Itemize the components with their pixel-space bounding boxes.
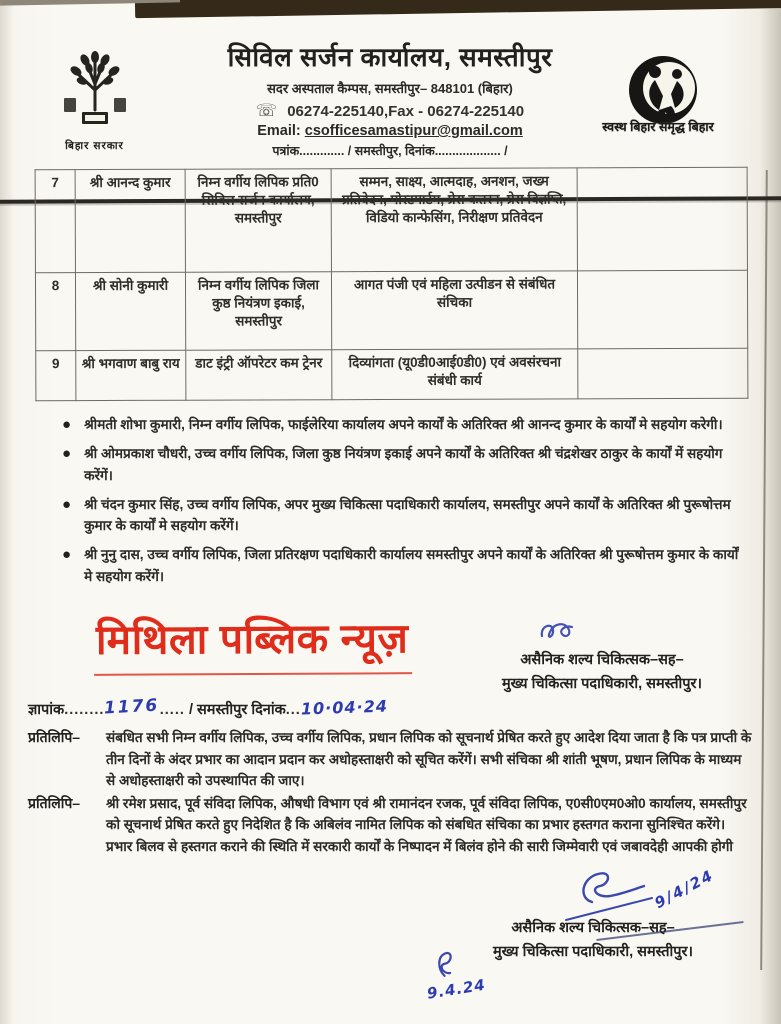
signatory-block-1	[452, 648, 752, 696]
bullet-icon: ●	[62, 416, 72, 433]
cell-serial: 8	[35, 273, 75, 351]
copy-paragraph	[28, 727, 754, 792]
cell-post: निम्न वर्गीय लिपिक जिला कुष्ठ नियंत्रण इकाई, समस्तीपुर	[185, 272, 331, 351]
note-text: श्रीमती शोभा कुमारी, निम्न वर्गीय लिपिक, फाईलेरिया कार्यालय अपने कार्यों के अतिरिक्त श्री आनन्द कुमार के कार्यों मे सहयोग करेगी।	[84, 417, 723, 432]
list-item	[62, 414, 754, 436]
cell-duty: दिव्यांगता (यू0डी0आई0डी0) एवं अवसंरचना संबंधी कार्य	[332, 349, 578, 400]
cell-serial: 9	[36, 351, 76, 401]
telephone-icon: ☏	[255, 101, 278, 120]
swasth-bihar-logo	[598, 46, 728, 147]
forwarding-copies	[28, 727, 754, 858]
cell-extra	[578, 348, 748, 399]
office-title: सिविल सर्जन कार्यालय, समस्तीपुर	[227, 42, 553, 72]
phone-line	[165, 101, 615, 121]
table-row	[35, 167, 747, 272]
letterhead	[0, 38, 781, 162]
email-label: Email:	[257, 123, 301, 139]
table-row	[35, 270, 747, 350]
memo-middle: / समस्तीपुर दिनांक	[188, 702, 286, 718]
copy-label: प्रतिलिपि–	[28, 794, 81, 811]
note-text: श्री चंदन कुमार सिंह, उच्च वर्गीय लिपिक, अपर मुख्य चिकित्सा पदाधिकारी कार्यालय, समस्तीपुर अपने कार्यों के अतिरिक्त श्री पुरूषोत्तम कुमार के कार्यों मे सहयोग करेंगें।	[84, 496, 731, 533]
cell-serial: 7	[35, 170, 75, 273]
memo-number-line	[28, 695, 389, 719]
list-item	[62, 544, 754, 587]
signature-initial-stroke	[538, 618, 592, 651]
dotted-leader: ........	[64, 702, 105, 718]
letterhead-center	[165, 38, 615, 159]
right-logo-caption: स्वस्थ बिहार समृद्ध बिहार	[602, 120, 714, 134]
scan-artifact-top	[135, 0, 781, 18]
signatory-title-line1: असैनिक शल्य चिकित्सक–सह–	[511, 920, 675, 936]
handwritten-memo-date: 10·04·24	[300, 696, 389, 719]
dotted-leader: .....	[159, 702, 185, 718]
email-address: csofficesamastipur@gmail.com	[304, 123, 523, 139]
memo-label: ज्ञापांक	[28, 702, 65, 718]
countersign-date: 9.4.24	[425, 975, 487, 1003]
list-item	[62, 443, 754, 486]
email-line	[165, 123, 615, 139]
handwritten-memo-number: 1176	[103, 695, 161, 719]
dotted-leader: ...	[285, 702, 301, 718]
copy-paragraph	[28, 793, 754, 858]
duty-assignment-table	[35, 167, 749, 401]
office-address: सदर अस्पताल कैम्पस, समस्तीपुर– 848101 (बिहार)	[267, 81, 513, 96]
cell-post: निम्न वर्गीय लिपिक प्रति0 सिविल सर्जन कार्यालय, समस्तीपुर	[185, 169, 331, 273]
signatory-title-line2: मुख्य चिकित्सा पदाधिकारी, समस्तीपुर।	[493, 944, 693, 960]
copy-label: प्रतिलिपि–	[28, 729, 81, 745]
letter-number-line: पत्रांक............. / समस्तीपुर, दिनांक................... /	[272, 144, 508, 158]
cell-post: डाट इंट्री ऑपरेटर कम ट्रेनर	[186, 350, 332, 401]
signature-date-top: 9/4/24	[651, 865, 718, 913]
cell-duty: आगत पंजी एवं महिला उत्पीडन से संबंधित संचिका	[331, 271, 577, 350]
cell-name: श्री सोनी कुमारी	[75, 272, 185, 350]
cell-extra	[577, 270, 747, 349]
bihar-government-logo	[42, 50, 147, 153]
bullet-icon: ●	[62, 546, 72, 563]
signatory-title-line2: मुख्य चिकित्सा पदाधिकारी, समस्तीपुर।	[502, 676, 702, 692]
note-text: श्री ओमप्रकाश चौधरी, उच्च वर्गीय लिपिक, जिला कुष्ठ नियंत्रण इकाई अपने कार्यों के अतिरिक्त श्री चंद्रशेखर ठाकुर के कार्यों में सहयोग करेंगें।	[84, 446, 723, 483]
bullet-icon: ●	[62, 495, 72, 513]
table-row	[36, 348, 748, 400]
cell-name: श्री आनन्द कुमार	[75, 169, 185, 272]
list-item	[62, 494, 754, 537]
copy-text: संबधित सभी निम्न वर्गीय लिपिक, उच्च वर्गीय लिपिक, प्रधान लिपिक को सूचनार्थ प्रेषित करते हुए आदेश दिया जाता है कि पत्र प्राप्ती के तीन दिनों के अंदर प्रभार का आदान प्रदान कर अधोहस्ताक्षरी को सूचित करेंगें। सभी संचिका श्री शांती भूषण, प्रधान लिपिक के माध्यम से अधोहस्ताक्षरी को उपस्थापित की जाए।	[106, 730, 752, 788]
news-channel-watermark: मिथिला पब्लिक न्यूज़	[94, 609, 413, 676]
tree-emblem-icon	[42, 50, 147, 138]
left-logo-caption: बिहार सरकार	[65, 140, 124, 152]
cell-extra	[577, 167, 747, 271]
phone-numbers: 06274-225140,Fax - 06274-225140	[287, 103, 525, 120]
assignment-notes-list	[62, 414, 754, 595]
signatory-title-line1: असैनिक शल्य चिकित्सक–सह–	[520, 652, 684, 668]
bullet-icon: ●	[62, 445, 72, 462]
cell-duty: सम्मन, साक्ष्य, आत्मदाह, अनशन, जख्म प्रतिवेदन, पोस्टमार्टम, प्रेस कतरन, प्रेस विज्ञप्ति, विडियो कान्फेसिंग, निरीक्षण प्रतिवेदन	[331, 168, 577, 272]
copy-text: श्री रमेश प्रसाद, पूर्व संविदा लिपिक, औषधी विभाग एवं श्री रामानंदन रजक, पूर्व संविदा लिपिक, ए0सी0एम0ओ0 कार्यालय, समस्तीपुर को सूचनार्थ प्रेषित करते हुए निदेशित है कि अबिलंव नामित लिपिक को संबधित संचिका का प्रभार हस्तगत कराना सुनिश्चित करेंगे। प्रभार बिलव से हस्तगत कराने की स्थिति में सरकारी कार्यों के निष्पादन में बिलंव होने की सारी जिम्मेवारी एवं जबावदेही आपकी होगी	[106, 795, 747, 854]
countersign-mark	[420, 937, 517, 1003]
cell-name: श्री भगवाण बाबु राय	[76, 350, 186, 400]
note-text: श्री नुनु दास, उच्च वर्गीय लिपिक, जिला प्रतिरक्षण पदाधिकारी कार्यालय समस्तीपुर अपने कार्यों के अतिरिक्त श्री पुरूषोत्तम कुमार के कार्यों मे सहयोग करेंगें।	[84, 547, 739, 584]
page-edge-line	[760, 170, 768, 970]
